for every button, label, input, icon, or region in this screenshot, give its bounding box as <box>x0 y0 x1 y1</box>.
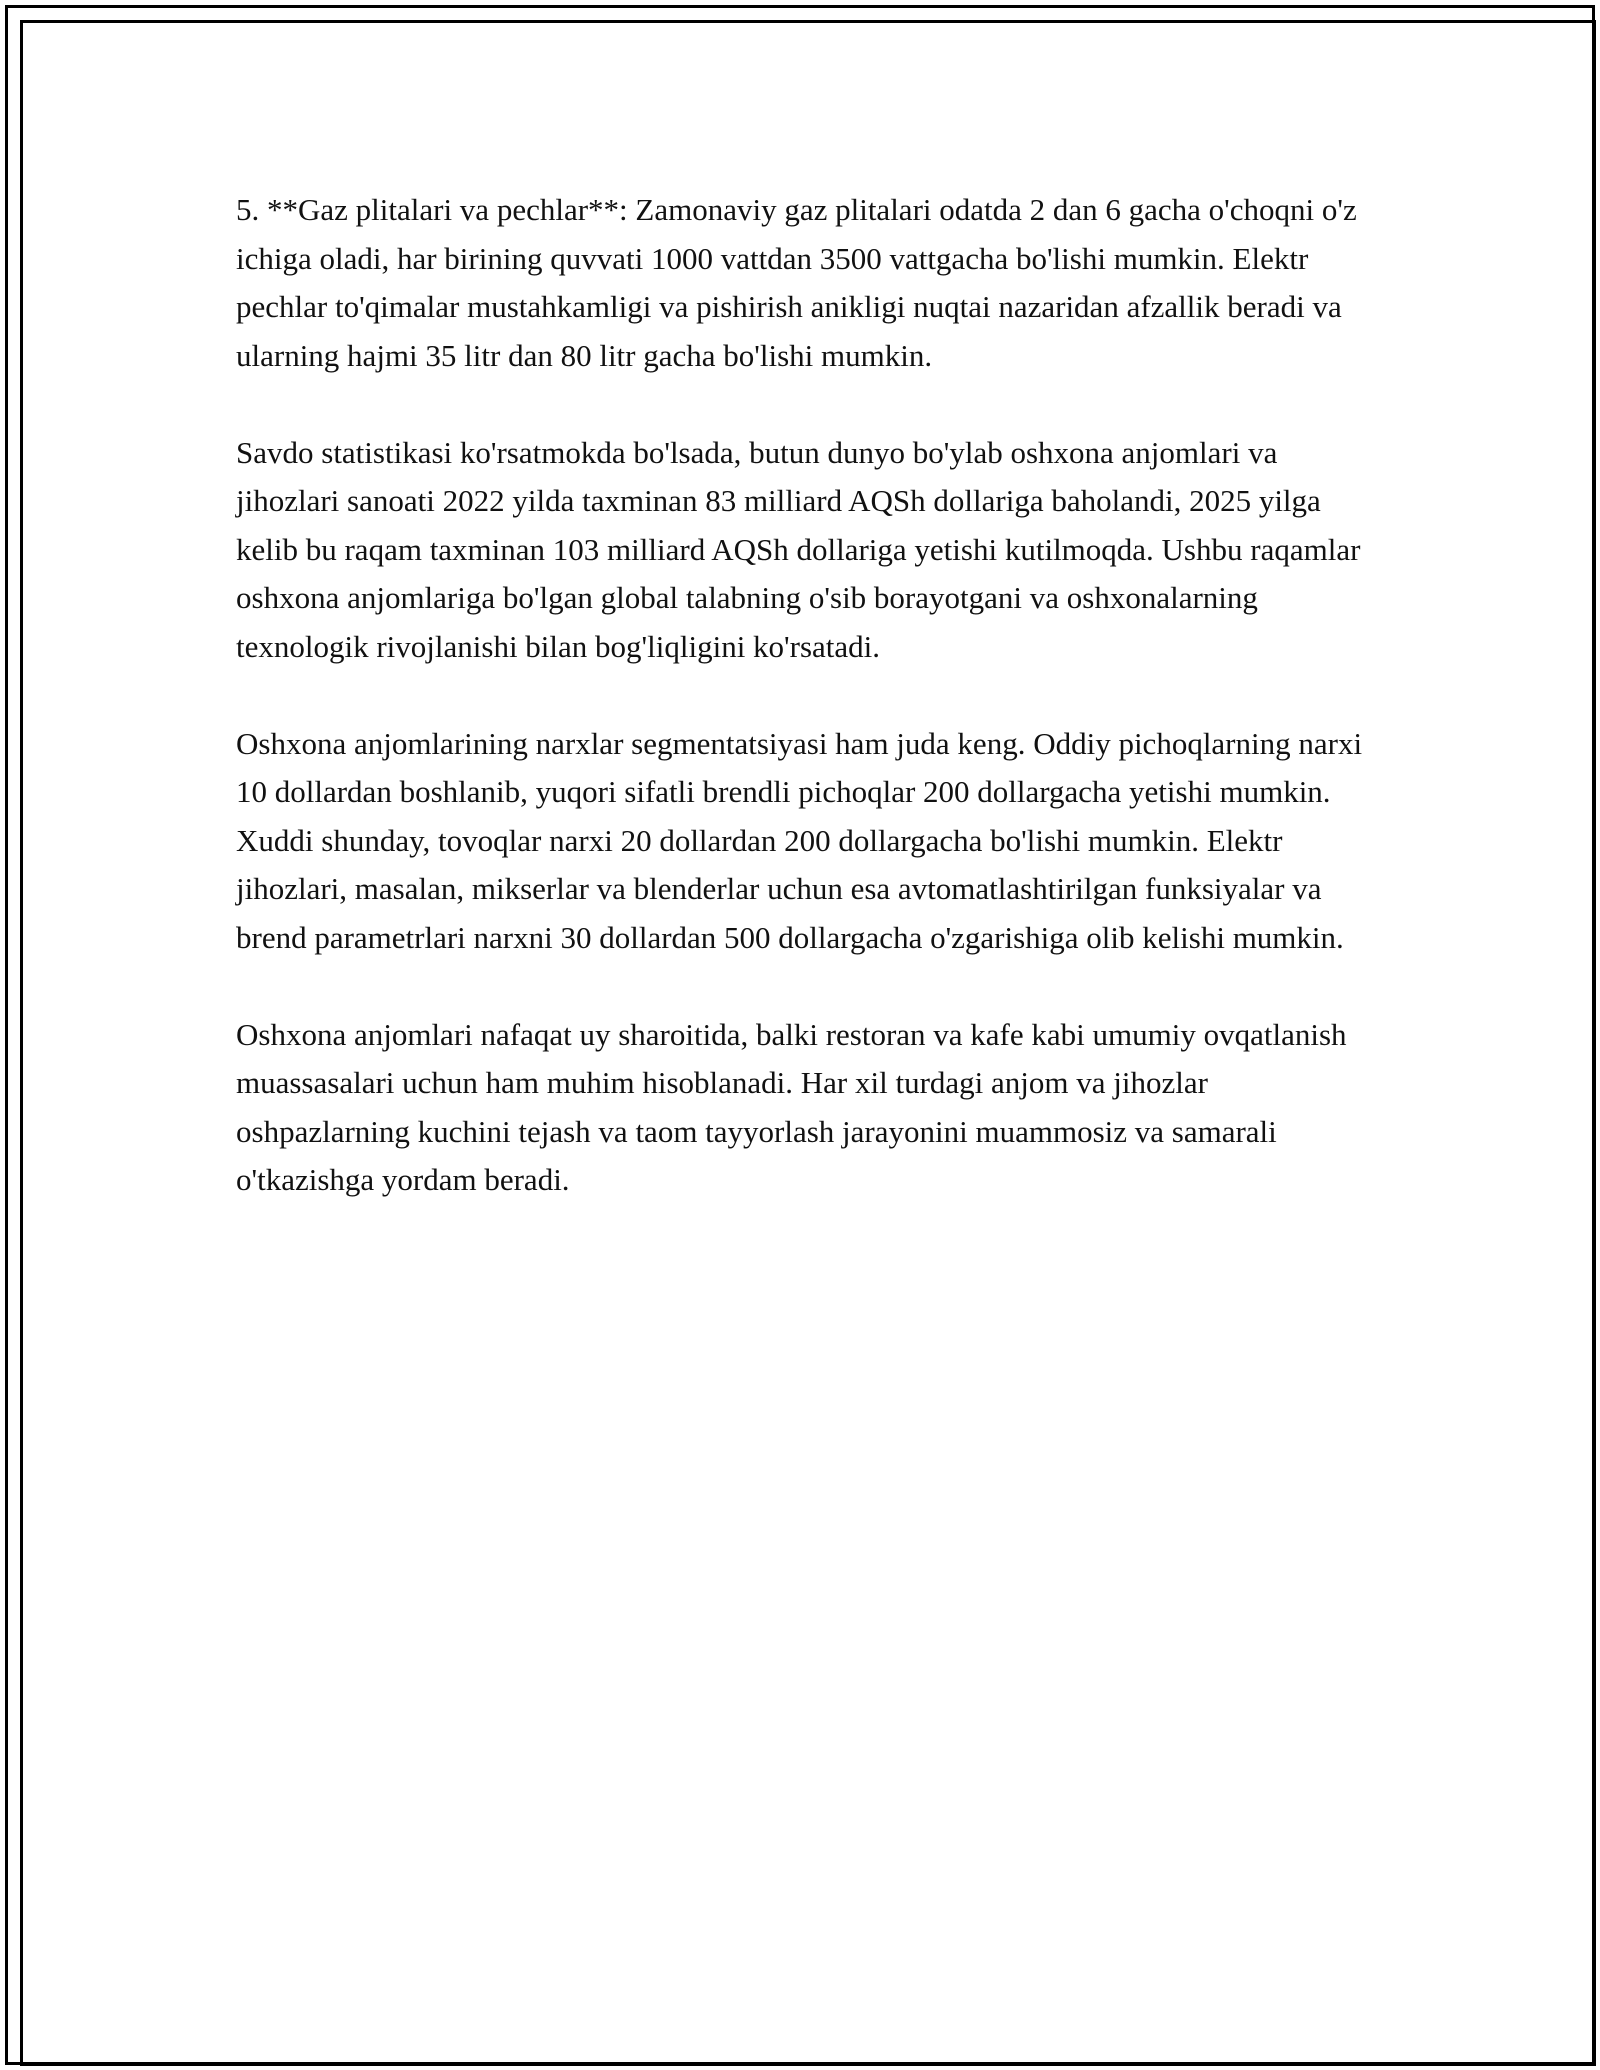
document-body <box>236 186 1366 1205</box>
paragraph-price-segmentation: Oshxona anjomlarining narxlar segmentatsiyasi ham juda keng. Oddiy pichoqlarning narxi 10 dollardan boshlanib, yuqori sifatli brendli pichoqlar 200 dollargacha yetishi mumkin. Xuddi shunday, tovoqlar narxi 20 dollardan 200 dollargacha bo'lishi mumkin. Elektr jihozlari, masalan, mikserlar va blenderlar uchun esa avtomatlashtirilgan funksiyalar va brend parametrlari narxni 30 dollardan 500 dollargacha o'zgarishiga olib kelishi mumkin. <box>236 725 1363 955</box>
paragraph-sales-statistics: Savdo statistikasi ko'rsatmokda bo'lsada, butun dunyo bo'ylab oshxona anjomlari va jihozlari sanoati 2022 yilda taxminan 83 milliard AQSh dollariga baholandi, 2025 yilga kelib bu raqam taxminan 103 milliard AQSh dollariga yetishi kutilmoqda. Ushbu raqamlar oshxona anjomlariga bo'lgan global talabning o'sib borayotgani va oshxonalarning texnologik rivojlanishi bilan bog'liqligini ko'rsatadi. <box>236 434 1361 664</box>
paragraph-restaurant-use: Oshxona anjomlari nafaqat uy sharoitida, balki restoran va kafe kabi umumiy ovqatlanish muassasalari uchun ham muhim hisoblanadi. Har xil turdagi anjom va jihozlar oshpazlarning kuchini tejash va taom tayyorlash jarayonini muammosiz va samarali o'tkazishga yordam beradi. <box>236 1016 1347 1197</box>
paragraph-gas-stoves: 5. **Gaz plitalari va pechlar**: Zamonaviy gaz plitalari odatda 2 dan 6 gacha o'choqni o'z ichiga oladi, har birining quvvati 1000 vattdan 3500 vattgacha bo'lishi mumkin. Elektr pechlar to'qimalar mustahkamligi va pishirish anikligi nuqtai nazaridan afzallik beradi va ularning hajmi 35 litr dan 80 litr gacha bo'lishi mumkin. <box>236 192 1357 373</box>
